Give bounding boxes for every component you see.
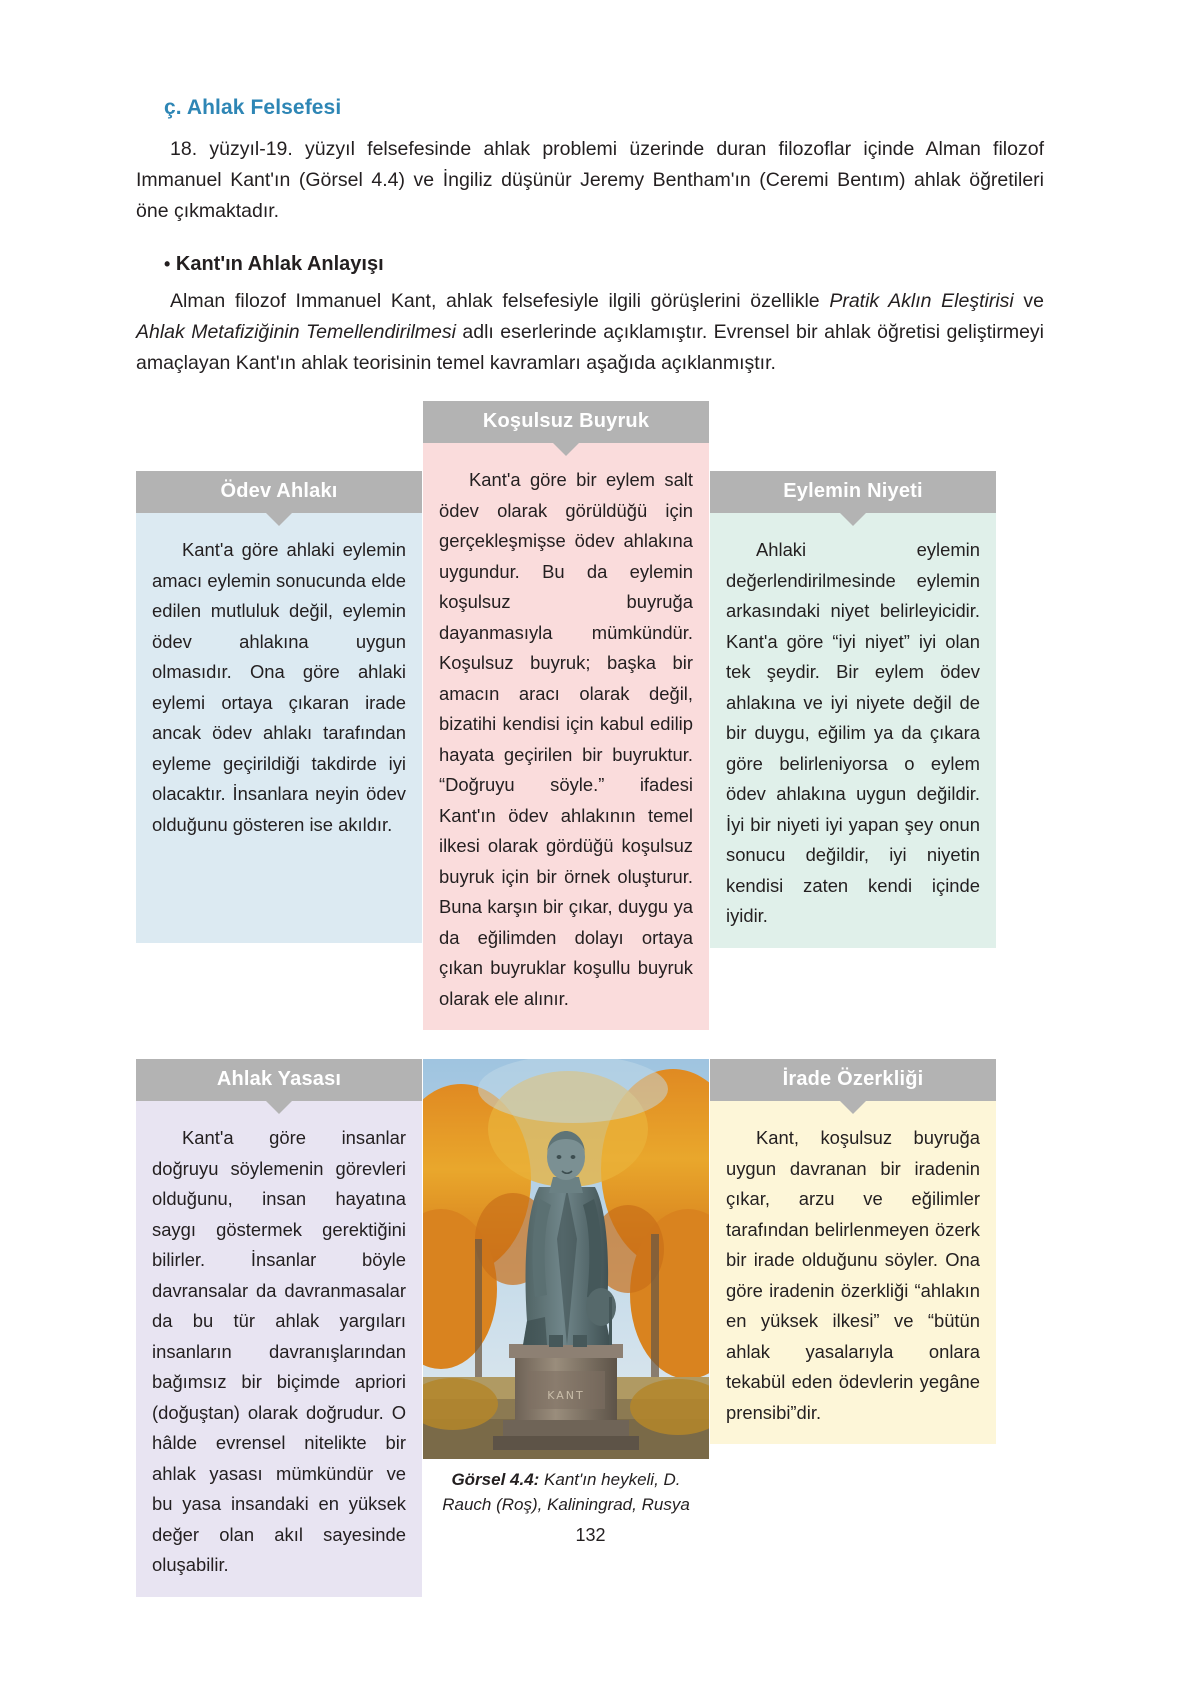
card-kosulsuz-buyruk-text: Kant'a göre bir eylem salt ödev olarak görüldüğü için gerçekleşmişse ödev ahlakına uygundur. Bu da eylemin koşulsuz buyruğa dayanmasıyla mümkündür. Koşulsuz buyruk; başka bir amacın aracı olarak değil, bizatihi kendisi için kabul edilip hayata geçirilen bir buyruktur. “Doğruyu söyle.” ifadesi Kant'ın ödev ahlakının temel ilkesi olarak gördüğü koşulsuz buyruk için bir örnek oluşturur. Buna karşın bir çıkar, duygu ya da eğilimden dolayı ortaya çıkan buyruklar koşullu buyruk olarak ele alınır.	[439, 469, 693, 1009]
page-number: 132	[575, 1525, 606, 1545]
bullet-icon: •	[164, 254, 171, 274]
card-eylemin-niyeti-text: Ahlaki eylemin değerlendirilmesinde eylemin arkasındaki niyet belirleyicidir. Kant'a göre “iyi niyet” iyi olan tek şeydir. Bir eylem ödev ahlakına ve iyi niyete değil de bir duygu, eğilim ya da çıkara göre belirleniyorsa o eylem ödev ahlakına uygun değildir. İyi bir niyeti iyi yapan şey onun sonucu değildir, iyi niyetin kendisi zaten kendi içinde iyidir.	[726, 539, 980, 926]
subsection-title	[164, 253, 1044, 276]
figure-kant-statue	[423, 1059, 709, 1517]
card-irade-ozerkligi-body	[710, 1101, 996, 1444]
card-eylemin-niyeti-body	[710, 513, 996, 948]
kant-paragraph-part-3: adlı eserlerinde açıklamıştır. Evrensel bir ahlak öğretisi geliştirmeyi amaçlayan Kant'ın ahlak teorisinin temel kavramları aşağıda açıklanmıştır.	[136, 321, 1044, 374]
kant-paragraph	[136, 286, 1044, 379]
card-odev-ahlaki-text: Kant'a göre ahlaki eylemin amacı eylemin sonucunda elde edilen mutluluk değil, eylemin ödev ahlakına uygun olmasıdır. Ona göre ahlaki eylemi ortaya çıkaran irade ancak ödev ahlakı tarafından eyleme geçirildiği takdirde iyi olacaktır. İnsanlara neyin ödev olduğunu gösteren ise akıldır.	[152, 539, 406, 835]
card-odev-ahlaki-title: Ödev Ahlakı	[136, 471, 422, 513]
card-ahlak-yasasi-text: Kant'a göre insanlar doğruyu söylemenin görevleri olduğunu, insan hayatına saygı göstermek gerektiğini bilirler. İnsanlar böyle davransalar da davranmasalar da bu tür ahlak yargıları insanların davranışlarından bağımsız bir biçimde apriori (doğuştan) olarak doğrudur. O hâlde evrensel nitelikte bir ahlak yasası mümkündür ve bu yasa insandaki en yüksek değer olan akıl sayesinde oluşabilir.	[152, 1127, 406, 1575]
figure-caption	[423, 1459, 709, 1517]
card-irade-ozerkligi-title: İrade Özerkliği	[710, 1059, 996, 1101]
card-ahlak-yasasi	[136, 1059, 422, 1597]
page-title: ç. Ahlak Felsefesi	[164, 96, 342, 119]
card-odev-ahlaki	[136, 471, 422, 943]
card-ahlak-yasasi-title: Ahlak Yasası	[136, 1059, 422, 1101]
figure-caption-label: Görsel 4.4:	[451, 1470, 540, 1489]
work-title-pratik-aklin-elestirisi: Pratik Aklın Eleştirisi	[829, 290, 1014, 312]
figure-caption-text: Kant'ın heykeli, D. Rauch (Roş), Kaliningrad, Rusya	[442, 1470, 690, 1514]
svg-text:KANT: KANT	[547, 1389, 585, 1402]
card-kosulsuz-buyruk-title: Koşulsuz Buyruk	[423, 401, 709, 443]
card-ahlak-yasasi-body	[136, 1101, 422, 1597]
subsection-title-label: Kant'ın Ahlak Anlayışı	[175, 253, 384, 275]
card-irade-ozerkligi	[710, 1059, 996, 1444]
work-title-ahlak-metafizigi: Ahlak Metafiziğinin Temellendirilmesi	[136, 321, 456, 343]
card-irade-ozerkligi-text: Kant, koşulsuz buyruğa uygun davranan bir iradenin çıkar, arzu ve eğilimler tarafından belirlenmeyen özerk bir irade olduğunu söyler. Ona göre iradenin özerkliği “ahlakın en yüksek ilkesi” ve “bütün ahlak yasalarıyla onlara tekabül eden ödevlerin yegâne prensibi”dir.	[726, 1127, 980, 1423]
card-odev-ahlaki-body	[136, 513, 422, 943]
kant-paragraph-part-2: ve	[1013, 290, 1045, 312]
card-kosulsuz-buyruk-body	[423, 443, 709, 1030]
card-kosulsuz-buyruk	[423, 401, 709, 1030]
kant-paragraph-part-1: Alman filozof Immanuel Kant, ahlak felsefesiyle ilgili görüşlerini özellikle	[170, 290, 830, 312]
card-eylemin-niyeti	[710, 471, 996, 948]
card-eylemin-niyeti-title: Eylemin Niyeti	[710, 471, 996, 513]
intro-paragraph: 18. yüzyıl-19. yüzyıl felsefesinde ahlak problemi üzerinde duran filozoflar içinde Alman filozof Immanuel Kant'ın (Görsel 4.4) ve İngiliz düşünür Jeremy Bentham'ın (Ceremi Bentım) ahlak öğretileri öne çıkmaktadır.	[136, 138, 1044, 222]
kant-statue-image	[423, 1059, 709, 1459]
